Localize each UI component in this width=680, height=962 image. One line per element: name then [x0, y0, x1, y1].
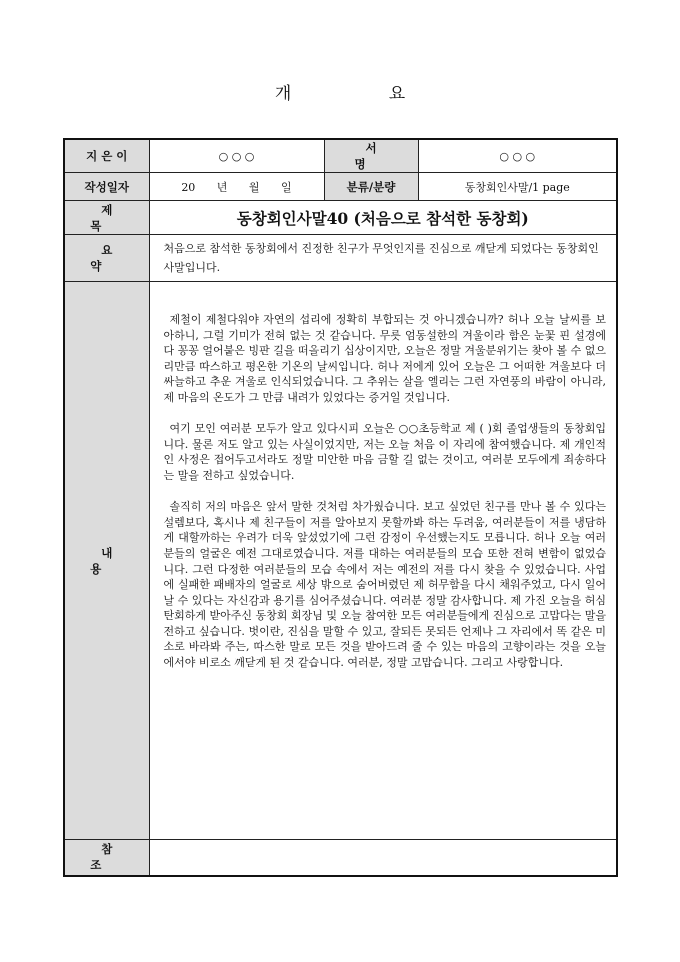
category-label: 분류/분량 — [324, 173, 418, 201]
reference-value — [149, 840, 617, 876]
subject-label: 제 목 — [64, 201, 149, 235]
summary-label: 요 약 — [64, 235, 149, 282]
content-paragraph: 솔직히 저의 마음은 앞서 말한 것처럼 차가웠습니다. 보고 싶었던 친구를 만나 볼 수 있다는 설렘보다, 혹시나 제 친구들이 저를 알아보지 못할까봐 하는 두려움, 여러분들이 저를 냉담하게 대할까하는 우려가 더욱 앞섰었기에 그런 감정이 우선했는지도 모릅니다. 허나 오늘 여러분들의 얼굴은 예전 그대로였습니다. 저를 대하는 여러분들의 모습 또한 전혀 변함이 없었습니다. 그런 다정한 여러분들의 모습 속에서 저는 예전의 저를 다시 찾을 수 있었습니다. 사업에 실패한 패배자의 얼굴로 세상 밖으로 숨어버렸던 제 허무함을 다시 채워주었고, 다시 일어날 수 있다는 자신감과 용기를 심어주셨습니다. 여러분 정말 감사합니다. 제 가진 오늘을 허심탄회하게 받아주신 동창회 회장님 및 오늘 참여한 모든 여러분들에게 진심으로 고맙다는 말을 전하고 싶습니다. 벗이란, 진심을 말할 수 있고, 잘되든 못되든 언제나 그 자리에서 똑 같은 미소로 바라봐 주는, 따스한 말로 모든 것을 받아드려 줄 수 있는 마음의 고향이라는 것을 오늘에서야 비로소 깨닫게 된 것 같습니다. 여러분, 정말 고맙습니다. 그리고 사랑합니다. — [163, 500, 606, 670]
content-body — [149, 282, 617, 840]
document-title: 개 요 — [274, 84, 452, 104]
author-value: ○ ○ ○ — [149, 139, 324, 173]
date-value: 20 년 월 일 — [149, 173, 324, 201]
signature-value: ○ ○ ○ — [418, 139, 617, 173]
author-label: 지 은 이 — [64, 139, 149, 173]
category-value: 동창회인사말/1 page — [418, 173, 617, 201]
summary-table — [63, 138, 618, 877]
content-paragraph: 여기 모인 여러분 모두가 알고 있다시피 오늘은 ○○초등학교 제 ( )회 졸업생들의 동창회입니다. 물론 저도 알고 있는 사실이었지만, 저는 오늘 처음 이 자리에 참여했습니다. 제 개인적인 사정은 접어두고서라도 정말 미안한 마음 금할 길 없는 것이고, 여러분 모두에게 죄송하다는 말을 전하고 싶었습니다. — [163, 422, 606, 482]
signature-label: 서 명 — [324, 139, 418, 173]
subject-value: 동창회인사말40 (처음으로 참석한 동창회) — [149, 201, 617, 235]
content-paragraph: 제철이 제철다워야 자연의 섭리에 정확히 부합되는 것 아니겠습니까? 허나 오늘 날씨를 보아하니, 그럴 기미가 전혀 없는 것 같습니다. 무릇 엄동설한의 겨울이라 함은 눈꽃 핀 설경에다 꽁꽁 얼어붙은 빙판 길을 떠올리기 십상이지만, 오늘은 정말 겨울분위기는 찾아 볼 수 없으리만큼 따스하고 평온한 기온의 날씨입니다. 허나 저에게 있어 오늘은 그 어떠한 겨울보다 더 싸늘하고 추운 겨울로 인식되었습니다. 그 추위는 살을 엘리는 그런 자연풍의 바람이 아니라, 제 마음의 온도가 그 만큼 내려가 있었다는 증거일 것입니다. — [163, 313, 606, 404]
content-label: 내 용 — [64, 282, 149, 840]
date-label: 작성일자 — [64, 173, 149, 201]
reference-label: 참 조 — [64, 840, 149, 876]
summary-value: 처음으로 참석한 동창회에서 진정한 친구가 무엇인지를 진심으로 깨닫게 되었다는 동창회인사말입니다. — [149, 235, 617, 282]
